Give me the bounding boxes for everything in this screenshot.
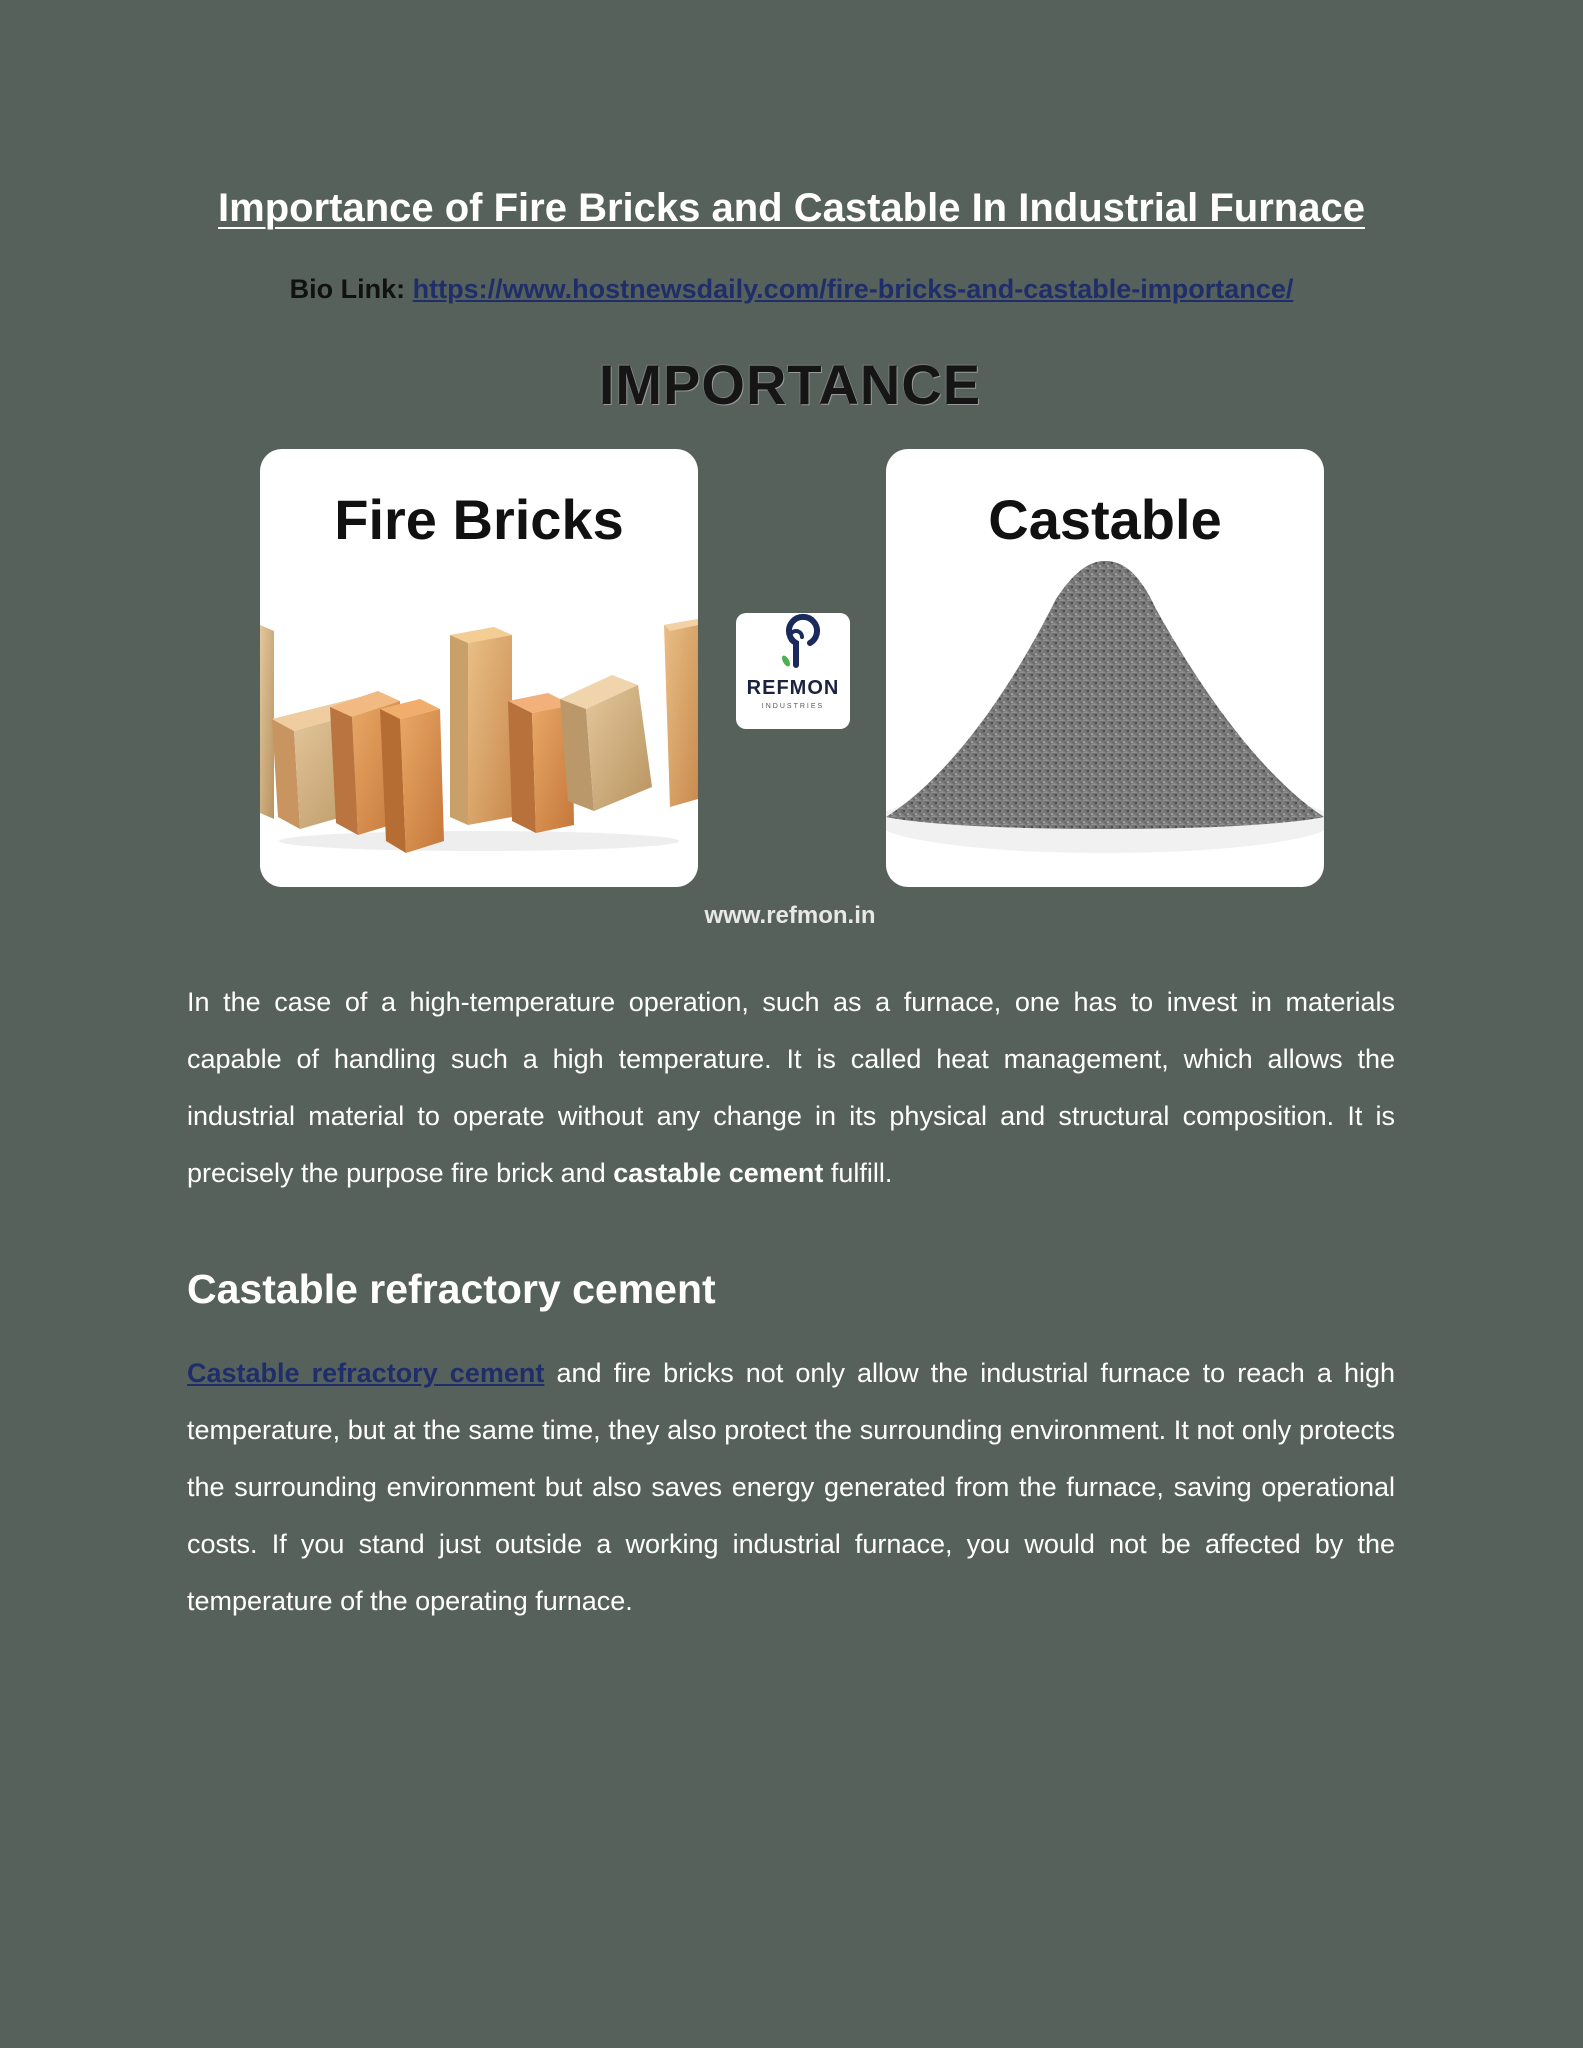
- logo-name: REFMON: [746, 677, 840, 699]
- intro-bold-term: castable cement: [613, 1158, 824, 1188]
- intro-text-end: fulfill.: [823, 1158, 893, 1188]
- section-paragraph: [187, 1345, 1395, 1630]
- fire-bricks-card: [260, 449, 698, 887]
- castable-card: [886, 449, 1324, 887]
- castable-label: Castable: [988, 488, 1222, 551]
- intro-text: In the case of a high-temperature operation, such as a furnace, one has to invest in materials capable of handling such a high temperature. It is called heat management, which allows the industrial material to operate without any change in its physical and structural composition. It is precisely the purpose fire brick and: [187, 987, 1395, 1188]
- banner-heading: IMPORTANCE: [598, 353, 982, 416]
- bio-link-line: [0, 274, 1583, 305]
- bio-label: Bio Link:: [289, 274, 406, 304]
- section-heading: Castable refractory cement: [187, 1266, 716, 1312]
- castable-cement-link[interactable]: Castable refractory cement: [187, 1358, 545, 1388]
- fire-bricks-label: Fire Bricks: [334, 488, 624, 551]
- banner-website: www.refmon.in: [704, 902, 876, 929]
- intro-paragraph: [187, 974, 1395, 1202]
- refmon-logo-icon: [736, 613, 850, 677]
- page-title: Importance of Fire Bricks and Castable In Industrial Furnace: [218, 186, 1365, 230]
- section-body-text: and fire bricks not only allow the industrial furnace to reach a high temperature, but at the same time, they also protect the surrounding environment. It not only protects the surrounding environment but also saves energy generated from the furnace, saving operational costs. If you stand just outside a working industrial furnace, you would not be affected by the temperature of the operating furnace.: [187, 1358, 1395, 1616]
- logo-subtitle: INDUSTRIES: [761, 703, 825, 710]
- refmon-logo: [736, 613, 850, 729]
- bio-url-link[interactable]: https://www.hostnewsdaily.com/fire-bricks-and-castable-importance/: [412, 274, 1294, 304]
- importance-banner-image: [230, 352, 1350, 942]
